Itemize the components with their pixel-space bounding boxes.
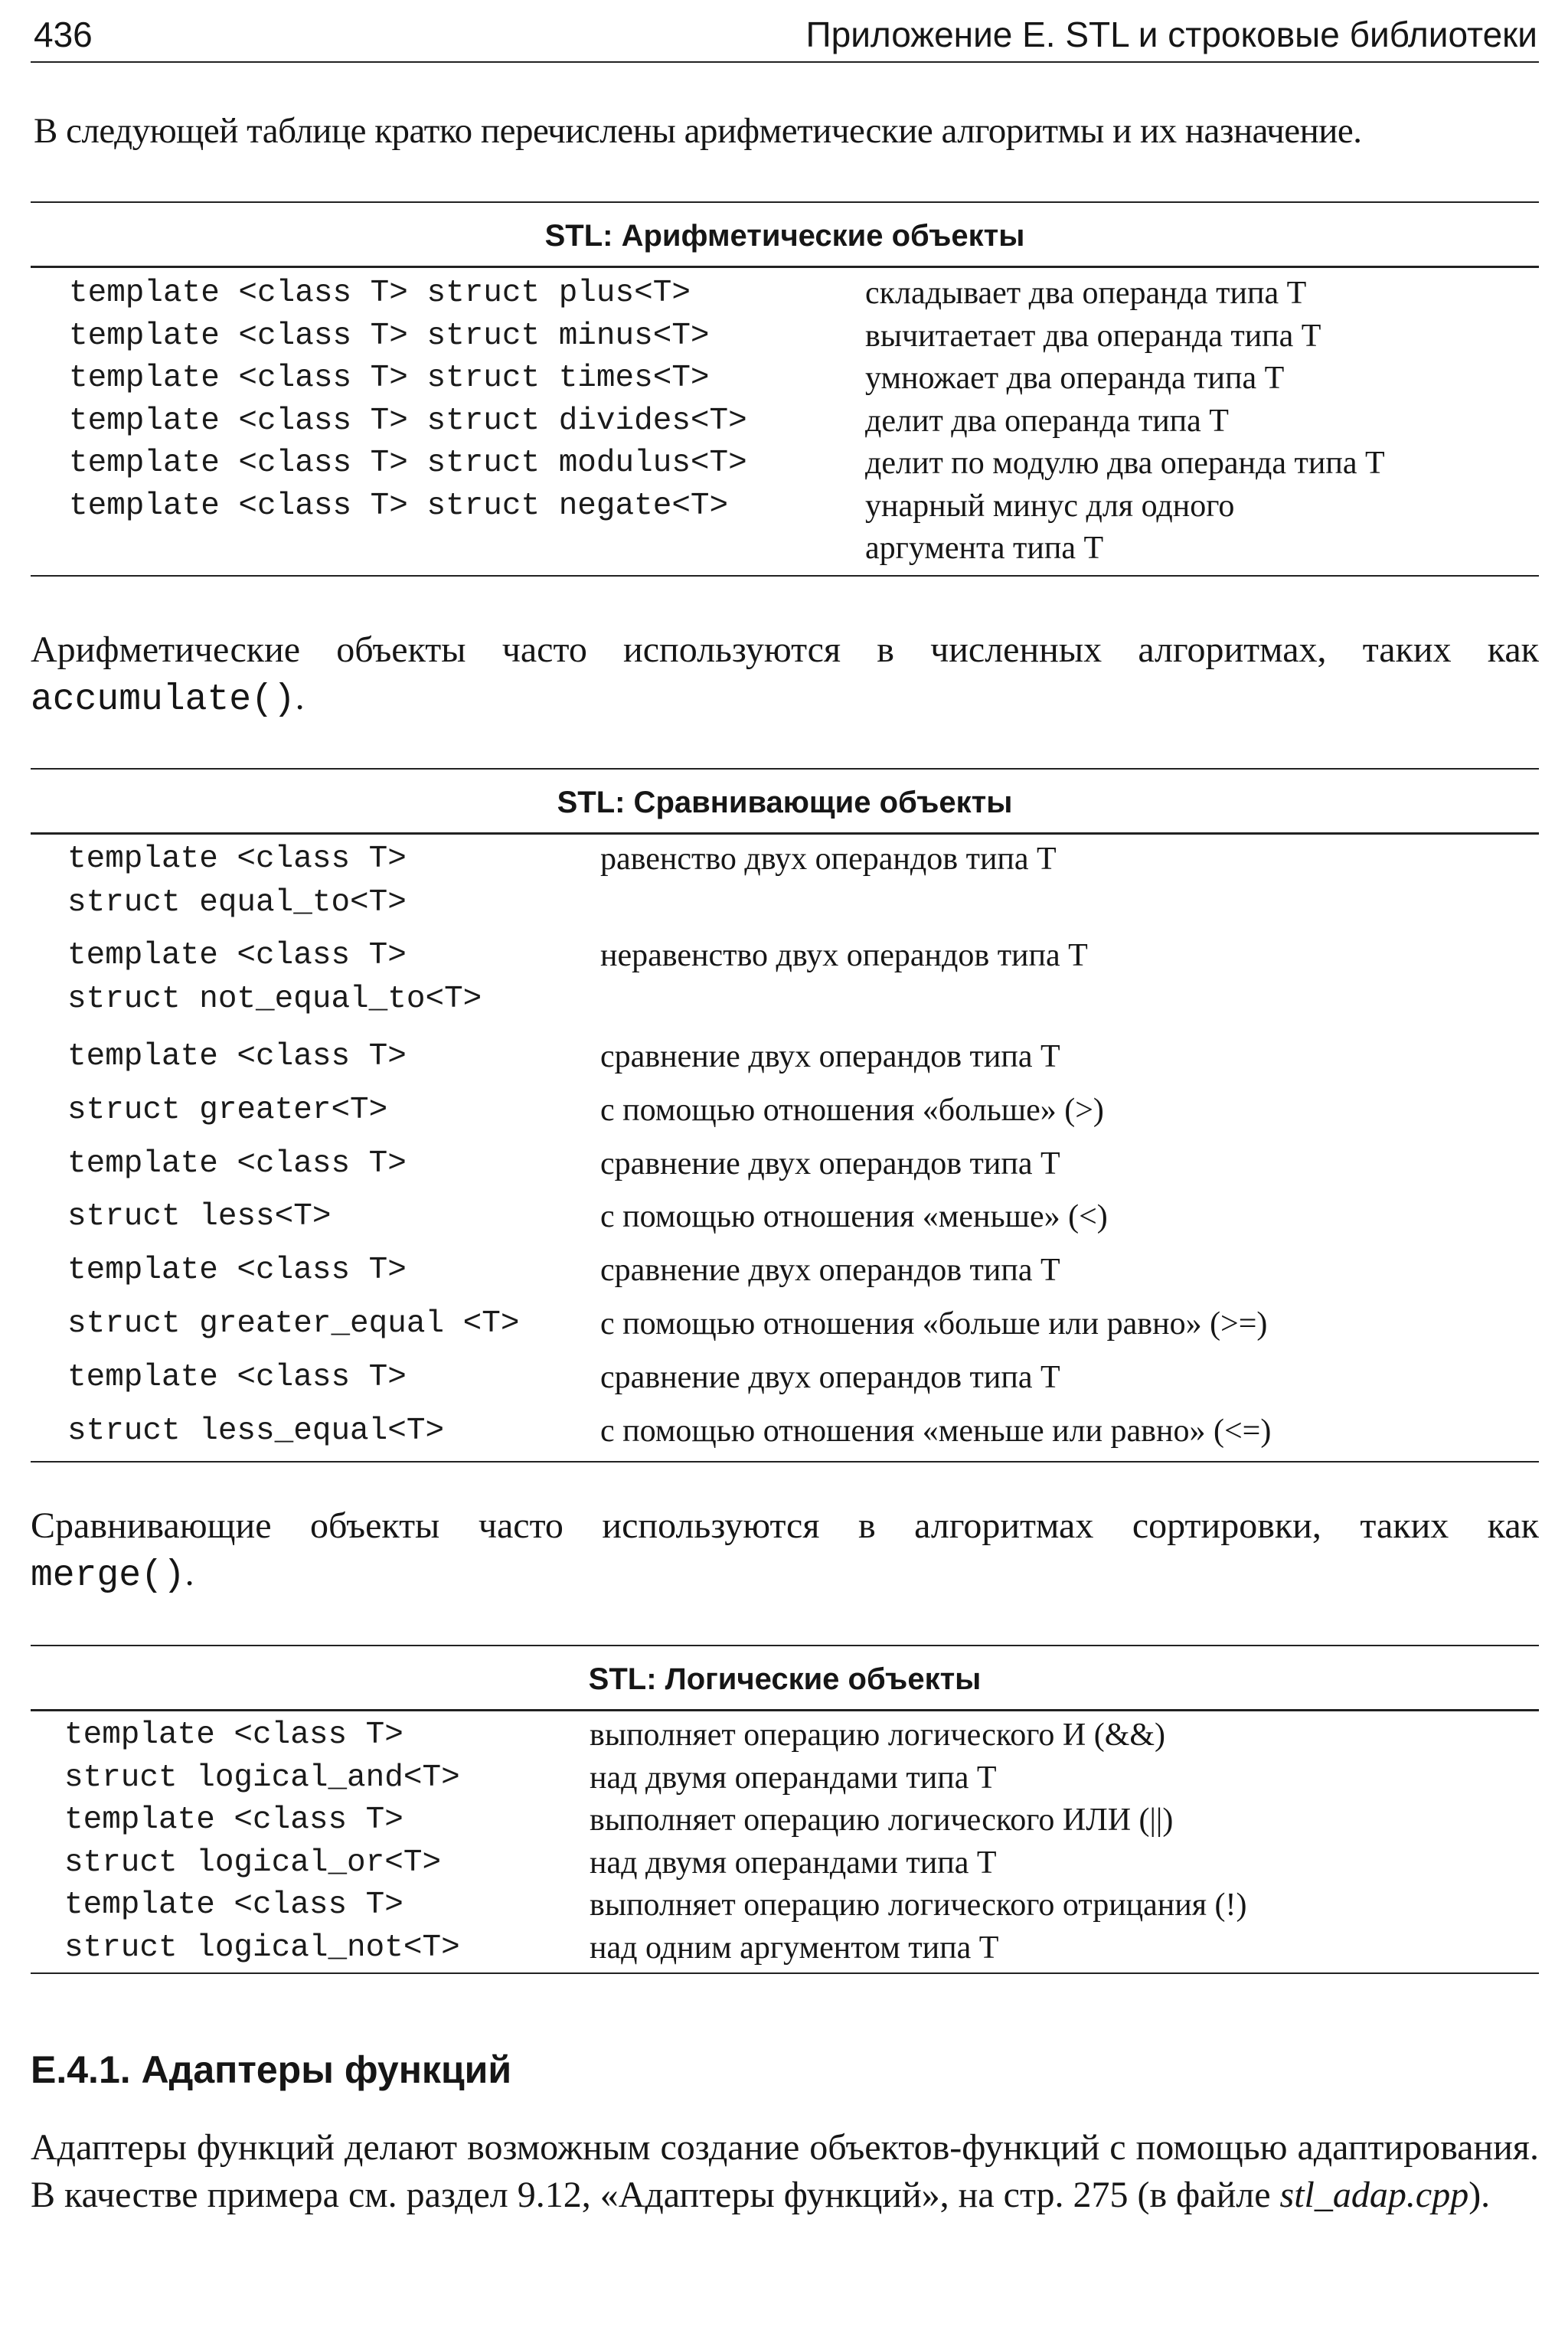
table-row [31,1191,1539,1244]
code-cell: template <class T> struct negate<T> [69,488,729,524]
table-bottom-rule [31,575,1539,577]
code-cell: template <class T> [67,1253,407,1289]
description-cell: сравнение двух операндов типа T [600,1253,1060,1289]
description-cell: складывает два операнда типа T [865,276,1307,311]
description-cell: выполняет операцию логического И (&&) [590,1717,1166,1753]
table-bottom-rule [31,1461,1539,1463]
table-row [31,358,1539,400]
code-cell: template <class T> struct plus<T> [69,276,691,311]
logical-objects-table [31,1645,1539,1974]
file-name: stl_adap.cpp [1279,2175,1469,2215]
accumulate-code: accumulate() [31,679,296,721]
description-cell: равенство двух операндов типа T [600,842,1057,877]
merge-code: merge() [31,1555,185,1597]
code-cell: struct logical_and<T> [64,1760,460,1796]
intro-paragraph: В следующей таблице кратко перечислены арифметические алгоритмы и их назначение. [34,111,1362,151]
code-cell: template <class T> [64,1717,403,1753]
arithmetic-note-text: Арифметические объекты часто используются в численных алгоритмах, таких как [31,629,1539,670]
code-cell: template <class T> [67,1146,407,1181]
running-head-title: Приложение Е. STL и строковые библиотеки [805,15,1537,54]
table-row [31,1405,1539,1459]
running-head [31,8,1537,61]
table-row [31,1298,1539,1351]
arithmetic-note-paragraph [31,626,1539,724]
table-row [31,1351,1539,1405]
code-cell: template <class T> [67,1359,407,1395]
table-body [31,1711,1539,1972]
table-row [31,1927,1539,1970]
table-row [31,1138,1539,1191]
comparison-note-text: Сравнивающие объекты часто используются в алгоритмах сортировки, таких как [31,1505,1539,1546]
table-row [31,1031,1539,1084]
description-cell: сравнение двух операндов типа T [600,1359,1060,1395]
table-caption: STL: Арифметические объекты [544,219,1025,253]
table-row [31,315,1539,358]
description-cell: выполняет операцию логического отрицания (!) [590,1887,1247,1923]
description-cell: с помощью отношения «больше или равно» (>=) [600,1306,1268,1342]
note-period: . [185,1553,194,1593]
table-row [31,443,1539,485]
code-cell: struct logical_not<T> [64,1930,460,1966]
description-cell: сравнение двух операндов типа T [600,1146,1060,1181]
table-body [31,835,1539,1461]
table-row [31,1842,1539,1885]
description-cell: неравенство двух операндов типа T [600,938,1088,973]
adapters-paragraph [31,2124,1539,2219]
table-row [31,1884,1539,1927]
adapters-text: Адаптеры функций делают возможным создание объектов-функций с помощью адаптирования. В качестве примера см. раздел 9.12, «Адаптеры функций», на стр. 275 (в файле [31,2127,1539,2215]
code-cell: template <class T> [64,1802,403,1838]
code-cell: template <class T> struct modulus<T> [69,446,747,481]
description-cell: делит два операнда типа T [865,403,1229,439]
description-cell: над двумя операндами типа T [590,1760,997,1796]
description-cell: унарный минус для одного аргумента типа T [865,488,1235,566]
page-number: 436 [34,15,93,54]
note-period: . [295,677,305,717]
code-cell: struct logical_or<T> [64,1845,442,1881]
code-cell: struct greater_equal <T> [67,1306,520,1342]
table-row [31,1799,1539,1842]
code-cell: struct less_equal<T> [67,1413,445,1449]
description-cell: выполняет операцию логического ИЛИ (||) [590,1802,1174,1838]
table-row [31,1714,1539,1757]
description-cell: делит по модулю два операнда типа T [865,446,1385,481]
comparison-objects-table [31,768,1539,1463]
table-caption: STL: Логические объекты [588,1662,982,1696]
code-cell: template <class T> [64,1887,403,1923]
code-cell: template <class T> struct times<T> [69,361,710,396]
table-row [31,485,1539,570]
code-cell: template <class T> [67,1039,407,1074]
section-heading: Е.4.1. Адаптеры функций [31,2048,512,2091]
table-bottom-rule [31,1972,1539,1974]
code-cell: template <class T> struct equal_to<T> [67,842,407,920]
code-cell: struct less<T> [67,1199,332,1235]
description-cell: сравнение двух операндов типа T [600,1039,1060,1074]
code-cell: template <class T> struct divides<T> [69,403,747,439]
description-cell: умножает два операнда типа T [865,361,1285,396]
comparison-note-paragraph [31,1502,1539,1600]
description-cell: вычитаетает два операнда типа T [865,318,1321,354]
description-cell: с помощью отношения «больше» (>) [600,1092,1104,1128]
table-row [31,838,1539,925]
description-cell: с помощью отношения «меньше» (<) [600,1199,1108,1235]
adapters-end: ). [1468,2175,1491,2215]
description-cell: с помощью отношения «меньше или равно» (<=) [600,1413,1272,1449]
table-row [31,1244,1539,1298]
table-row [31,934,1539,1021]
table-row [31,1757,1539,1800]
table-body [31,268,1539,575]
table-row [31,1084,1539,1138]
code-cell: struct greater<T> [67,1092,388,1128]
table-row [31,400,1539,443]
table-row [31,273,1539,315]
code-cell: template <class T> struct not_equal_to<T> [67,938,482,1017]
description-cell: над одним аргументом типа T [590,1930,999,1966]
description-cell: над двумя операндами типа T [590,1845,997,1881]
arithmetic-objects-table [31,201,1539,577]
running-head-rule [31,61,1539,63]
table-caption: STL: Сравнивающие объекты [557,786,1013,819]
code-cell: template <class T> struct minus<T> [69,318,710,354]
